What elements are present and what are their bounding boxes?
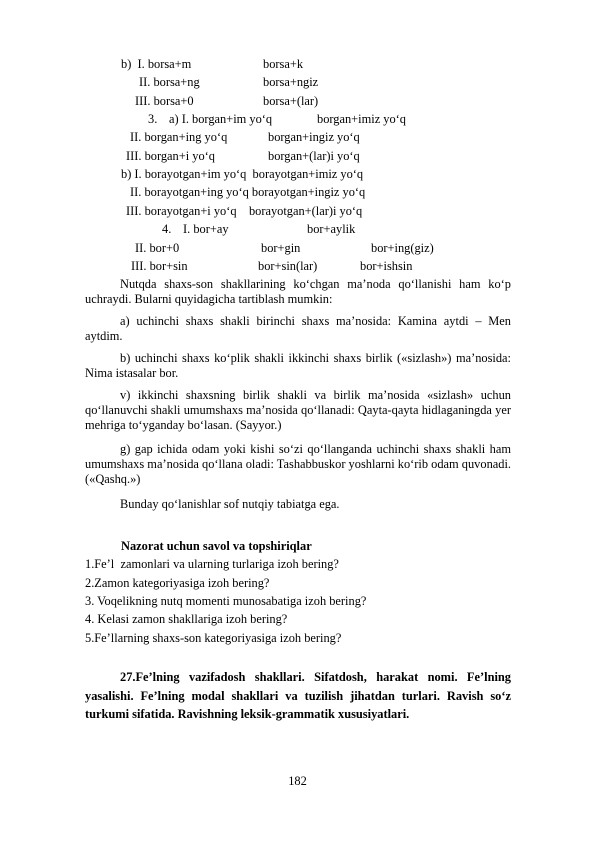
paradigm-number: 3. — [148, 112, 158, 126]
paradigm-number: 4. — [162, 222, 172, 236]
paradigm-text: borgan+ingiz yo‘q — [268, 130, 360, 144]
section-heading: Nazorat uchun savol va topshiriqlar — [121, 539, 312, 553]
paragraph: g) gap ichida odam yoki kishi so‘zi qo‘llanganda uchinchi shaxs shakli ham umumshaxs ma’nosida qo‘llana oladi: Tashabbuskor yoshlarni ko‘rib odam quvonadi.(«Qashq.») — [85, 442, 511, 486]
paradigm-text: b) I. borsa+m — [121, 57, 192, 71]
paradigm-text: borsa+ngiz — [263, 75, 319, 89]
paradigm-text: I. bor+ay — [183, 222, 229, 236]
question-item: 4. Kelasi zamon shakllariga izoh bering? — [85, 612, 288, 626]
question-item: 3. Voqelikning nutq momenti munosabatiga izoh bering? — [85, 594, 367, 608]
paradigm-text: borsa+k — [263, 57, 304, 71]
paradigm-text: bor+gin — [261, 241, 301, 255]
paradigm-text: II. borgan+ing yo‘q — [130, 130, 228, 144]
paragraph: Bunday qo‘lanishlar sof nutqiy tabiatga ega. — [120, 497, 340, 511]
paradigm-text: II. borsa+ng — [139, 75, 200, 89]
paradigm-text: bor+ing(giz) — [371, 241, 434, 255]
question-item: 1.Fe’l zamonlari va ularning turlariga izoh bering? — [85, 557, 339, 571]
page-number: 182 — [288, 774, 307, 788]
paragraph: a) uchinchi shaxs shakli birinchi shaxs ma’nosida: Kamina aytdi – Men aytdim. — [85, 314, 511, 343]
paradigm-text: III. bor+sin — [131, 259, 188, 273]
paradigm-text: III. borsa+0 — [135, 94, 194, 108]
paradigm-text: II. borayotgan+ing yo‘q borayotgan+ingiz yo‘q — [130, 185, 366, 199]
paradigm-text: III. borgan+i yo‘q — [126, 149, 215, 163]
question-item: 2.Zamon kategoriyasiga izoh bering? — [85, 576, 270, 590]
paradigm-text: III. borayotgan+i yo‘q borayotgan+(lar)i yo‘q — [126, 204, 363, 218]
paradigm-text: b) I. borayotgan+im yo‘q borayotgan+imiz yo‘q — [121, 167, 364, 181]
paragraph: v) ikkinchi shaxsning birlik shakli va birlik ma’nosida «sizlash» uchun qo‘llanuvchi shakli umumshaxs ma’nosida qo‘llanadi: Qayta-qayta hidlaganingda yer mehriga to‘yganday bo‘lasan. (Sayyor.) — [85, 388, 511, 432]
paradigm-text: borsa+(lar) — [263, 94, 319, 108]
paragraph: b) uchinchi shaxs ko‘plik shakli ikkinchi shaxs birlik («sizlash») ma’nosida: Nima istasalar bor. — [85, 351, 511, 380]
paradigm-text: II. bor+0 — [135, 241, 180, 255]
question-item: 5.Fe’llarning shaxs-son kategoriyasiga izoh bering? — [85, 631, 342, 645]
topic-title: 27.Fe’lning vazifadosh shakllari. Sifatdosh, harakat nomi. Fe’lning yasalishi. Fe’lning modal shakllari va tuzilish jihatdan turlari. Ravish so‘z turkumi sifatida. Ravishning leksik-grammatik xususiyatlari. — [85, 670, 511, 721]
paradigm-text: bor+ishsin — [360, 259, 413, 273]
paradigm-text: borgan+(lar)i yo‘q — [268, 149, 360, 163]
paragraph: Nutqda shaxs-son shakllarining ko‘chgan ma’noda qo‘llanishi ham ko‘p uchraydi. Bularni quyidagicha tartiblash mumkin: — [85, 277, 511, 306]
paradigm-text: a) I. borgan+im yo‘q — [169, 112, 273, 126]
paradigm-text: bor+sin(lar) — [258, 259, 318, 273]
paradigm-text: bor+aylik — [307, 222, 356, 236]
paradigm-text: borgan+imiz yo‘q — [317, 112, 407, 126]
